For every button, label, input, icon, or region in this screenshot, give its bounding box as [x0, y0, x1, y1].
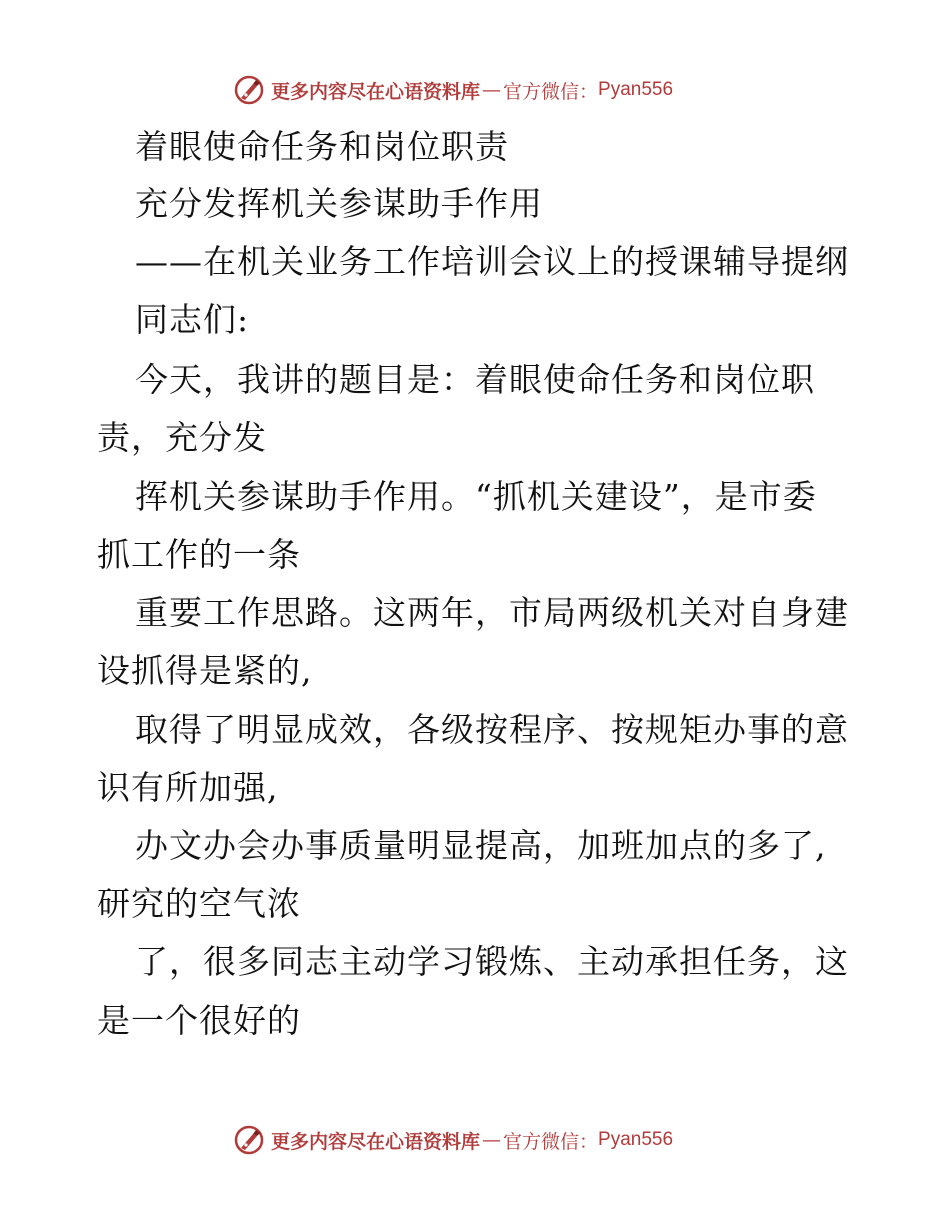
- doc-title-line-1: 着眼使命任务和岗位职责: [135, 127, 509, 166]
- watermark-wechat-id: Pyan556: [598, 1129, 674, 1150]
- doc-text-line: 抓工作的一条: [97, 535, 301, 574]
- doc-text-line: 是一个很好的: [97, 1001, 301, 1040]
- pen-nib-logo-icon: [233, 74, 265, 106]
- doc-text-line: 重要工作思路。这两年，市局两级机关对自身建: [135, 593, 849, 632]
- doc-text-line: 了，很多同志主动学习锻炼、主动承担任务，这: [135, 942, 849, 981]
- footer-watermark: [233, 1122, 673, 1158]
- watermark-wechat-id: Pyan556: [598, 79, 674, 100]
- watermark-wechat-label: 官方微信：: [503, 80, 599, 103]
- doc-text-line: 办文办会办事质量明显提高，加班加点的多了,: [135, 826, 827, 865]
- doc-subtitle: ——在机关业务工作培训会议上的授课辅导提纲: [135, 242, 849, 281]
- doc-text-line: 设抓得是紧的,: [97, 651, 313, 690]
- watermark-title: 更多内容尽在心语资料库: [271, 80, 481, 103]
- watermark-title: 更多内容尽在心语资料库: [271, 1130, 481, 1153]
- doc-title-line-2: 充分发挥机关参谋助手作用: [135, 184, 543, 223]
- header-watermark: [233, 72, 673, 108]
- doc-text-line: 取得了明显成效，各级按程序、按规矩办事的意: [135, 710, 849, 749]
- watermark-separator: —: [482, 1129, 502, 1151]
- pen-nib-logo-icon: [233, 1124, 265, 1156]
- watermark-separator: —: [482, 79, 502, 101]
- doc-salutation: 同志们:: [135, 300, 250, 339]
- doc-text-line: 研究的空气浓: [97, 884, 301, 923]
- doc-text-line: 责，充分发: [97, 418, 267, 457]
- doc-text-line: 识有所加强,: [97, 768, 279, 807]
- doc-text-line: 挥机关参谋助手作用。“抓机关建设”，是市委: [135, 477, 817, 516]
- doc-text-line: 今天，我讲的题目是：着眼使命任务和岗位职: [135, 360, 815, 399]
- watermark-wechat-label: 官方微信：: [503, 1130, 599, 1153]
